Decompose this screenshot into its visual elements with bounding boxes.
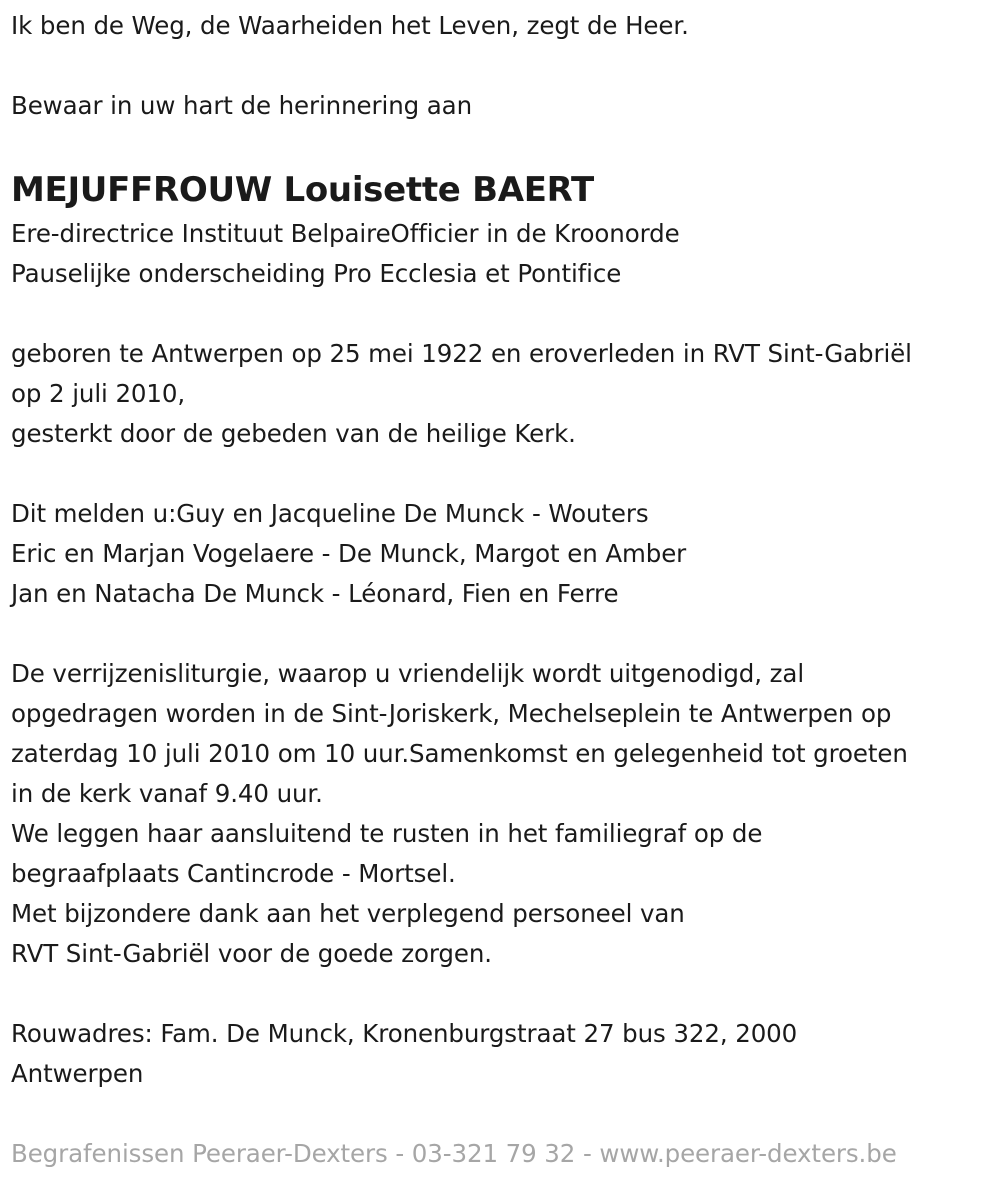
ceremony-line: De verrijzenisliturgie, waarop u vriendelijk wordt uitgenodigd, zal <box>11 659 805 688</box>
address-line: Rouwadres: Fam. De Munck, Kronenburgstraat 27 bus 322, 2000 <box>11 1019 798 1048</box>
spacer <box>11 454 996 494</box>
death-notice <box>11 6 996 1094</box>
ceremony-line: in de kerk vanaf 9.40 uur. <box>11 779 323 808</box>
intro-text: Bewaar in uw hart de herinnering aan <box>11 91 473 120</box>
spacer <box>11 614 996 654</box>
spacer <box>11 46 996 86</box>
family-line: Dit melden u:Guy en Jacqueline De Munck - Wouters <box>11 499 649 528</box>
title-line: Pauselijke onderscheiding Pro Ecclesia et Pontifice <box>11 259 622 288</box>
life-line: op 2 juli 2010, <box>11 379 186 408</box>
title-line: Ere-directrice Instituut BelpaireOfficier in de Kroonorde <box>11 219 680 248</box>
family-line: Jan en Natacha De Munck - Léonard, Fien en Ferre <box>11 579 619 608</box>
ceremony-line: Met bijzondere dank aan het verplegend personeel van <box>11 899 685 928</box>
spacer <box>11 126 996 166</box>
spacer <box>11 974 996 1014</box>
ceremony-line: RVT Sint-Gabriël voor de goede zorgen. <box>11 939 492 968</box>
address-line: Antwerpen <box>11 1059 144 1088</box>
ceremony-line: We leggen haar aansluitend te rusten in het familiegraf op de <box>11 819 763 848</box>
bible-verse: Ik ben de Weg, de Waarheiden het Leven, zegt de Heer. <box>11 11 689 40</box>
life-line: gesterkt door de gebeden van de heilige Kerk. <box>11 419 576 448</box>
deceased-name: MEJUFFROUW Louisette BAERT <box>11 170 594 210</box>
family-line: Eric en Marjan Vogelaere - De Munck, Margot en Amber <box>11 539 687 568</box>
ceremony-line: opgedragen worden in de Sint-Joriskerk, Mechelseplein te Antwerpen op <box>11 699 892 728</box>
life-line: geboren te Antwerpen op 25 mei 1922 en eroverleden in RVT Sint-Gabriël <box>11 339 912 368</box>
funeral-home-footer: Begrafenissen Peeraer-Dexters - 03-321 79 32 - www.peeraer-dexters.be <box>11 1139 897 1168</box>
ceremony-line: zaterdag 10 juli 2010 om 10 uur.Samenkomst en gelegenheid tot groeten <box>11 739 908 768</box>
ceremony-line: begraafplaats Cantincrode - Mortsel. <box>11 859 456 888</box>
spacer <box>11 294 996 334</box>
